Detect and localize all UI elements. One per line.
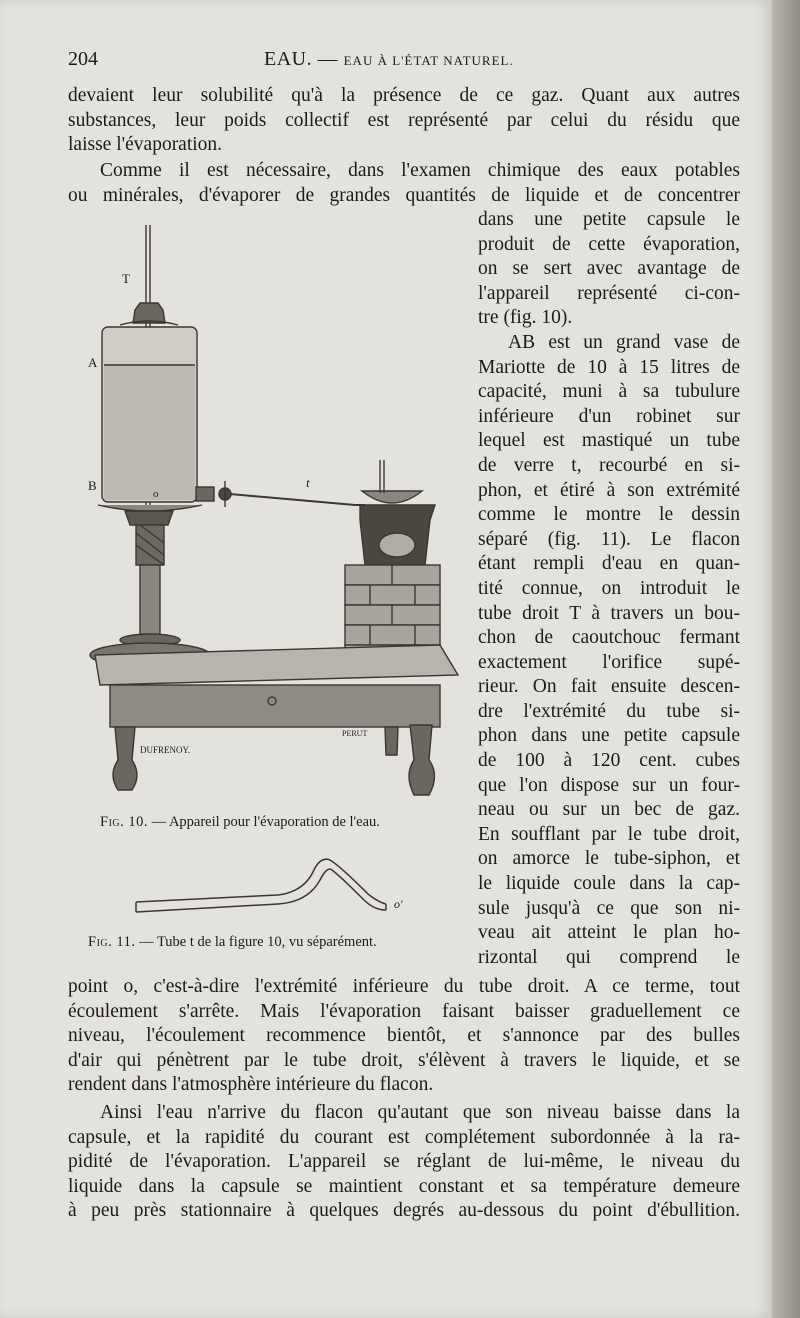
figure-11-caption — [88, 934, 377, 951]
figure-10-label: Fig. 10. — [100, 814, 148, 830]
header-dash: — — [317, 48, 339, 70]
label-A: A — [88, 355, 98, 370]
text-line: dre l'extrémité du tube si- — [478, 700, 740, 722]
text-line: écoulement s'arrête. Mais l'évaporation faisant baisser graduellement ce — [68, 1000, 740, 1022]
tube-outline — [136, 859, 386, 904]
figure-11-caption-text: — Tube t de la figure 10, vu séparément. — [139, 934, 377, 950]
paragraph-intro — [68, 84, 740, 158]
text-line: En soufflant par le tube droit, — [478, 823, 740, 845]
figure-11-tube — [128, 852, 428, 922]
text-line: d'air qui pénètrent par le tube droit, s'élèvent à travers le liquide, et se — [68, 1049, 740, 1071]
text-line: substances, leur poids collectif est représenté par celui du résidu que — [68, 109, 740, 131]
label-t: t — [306, 475, 310, 490]
flask-base — [98, 505, 202, 511]
table-leg — [409, 725, 435, 795]
figure-11-label: Fig. 11. — [88, 934, 136, 950]
text-line: Mariotte de 10 à 15 litres de — [478, 356, 740, 378]
text-line: on se sert avec avantage de — [478, 258, 740, 280]
text-line: phon dans une petite capsule — [478, 725, 740, 747]
text-line: liquide dans la capsule se maintient constant et sa température demeure — [68, 1175, 740, 1197]
artist-signature: PERUT — [342, 729, 368, 738]
header-subtitle: EAU À L'ÉTAT NATUREL. — [343, 53, 514, 68]
text-line: Comme il est nécessaire, dans l'examen chimique des eaux potables — [100, 160, 740, 181]
page-number: 204 — [68, 48, 98, 70]
text-line: que l'on dispose sur un four- — [478, 774, 740, 796]
text-line: on amorce le tube-siphon, et — [478, 848, 740, 870]
text-line: à peu près stationnaire à quelques degrés au-dessous du point d'ébullition. — [68, 1200, 740, 1222]
text-line: l'appareil représenté ci-con- — [478, 282, 740, 304]
text-line: rieur. On fait ensuite descen- — [478, 676, 740, 698]
text-line: rizontal qui comprend le — [478, 946, 740, 968]
right-column-text — [478, 208, 740, 970]
table-apron — [110, 685, 440, 727]
text-line: capsule, et la rapidité du courant est complétement subordonnée à la ra- — [68, 1126, 740, 1148]
text-line: neau ou sur un bec de gaz. — [478, 799, 740, 821]
text-line: de verre t, recourbé en si- — [478, 454, 740, 476]
engraver-signature: DUFRENOY. — [140, 745, 191, 755]
text-line: exactement l'orifice supé- — [478, 651, 740, 673]
text-line: niveau, l'écoulement recommence bientôt, et s'annonce par des bulles — [68, 1025, 740, 1047]
capsule — [362, 491, 422, 503]
text-line: pidité de l'évaporation. L'appareil se réglant de lui-même, le niveau du — [68, 1151, 740, 1173]
header-title: EAU. — [264, 48, 313, 70]
text-line: dans une petite capsule le — [478, 209, 740, 230]
text-line: séparé (fig. 11). Le flacon — [478, 528, 740, 550]
label-B: B — [88, 478, 97, 493]
figure-10-caption — [100, 814, 380, 831]
text-line: comme le montre le dessin — [478, 504, 740, 526]
paragraph-apparatus-start — [68, 159, 740, 208]
text-line: le liquide coule dans la cap- — [478, 873, 740, 895]
paragraph-conclusion — [68, 1101, 740, 1224]
text-line: tube droit T à travers un bou- — [478, 602, 740, 624]
paragraph-continuation — [68, 975, 740, 1098]
text-line: ou minérales, d'évaporer de grandes quantités de liquide et de concentrer — [68, 184, 740, 206]
text-line: Ainsi l'eau n'arrive du flacon qu'autant que son niveau baisse dans la — [100, 1102, 740, 1123]
label-o: o — [153, 488, 159, 500]
running-title — [264, 48, 514, 71]
text-line: tre (fig. 10). — [478, 307, 573, 329]
text-line: phon, et étiré à son extrémité — [478, 479, 740, 501]
stopper — [133, 303, 165, 323]
page-edge — [772, 0, 800, 1318]
text-line: produit de cette évaporation, — [478, 233, 740, 255]
label-T: T — [122, 271, 130, 286]
text-line: laisse l'évaporation. — [68, 134, 223, 156]
stopcock — [196, 487, 214, 501]
siphon-tube — [230, 494, 365, 505]
stand-column — [136, 525, 164, 565]
running-header — [68, 48, 740, 74]
text-line: veau ait atteint le plan ho- — [478, 922, 740, 944]
text-line: AB est un grand vase de — [508, 331, 740, 353]
text-line: lequel est mastiqué un tube — [478, 430, 740, 452]
label-o-prime: o' — [394, 897, 403, 911]
text-line: chon de caoutchouc fermant — [478, 627, 740, 649]
text-line: devaient leur solubilité qu'à la présence de ce gaz. Quant aux autres — [68, 85, 740, 106]
text-line: sule jusqu'à ce que son ni- — [478, 897, 740, 919]
text-line: rendent dans l'atmosphère intérieure du flacon. — [68, 1074, 434, 1096]
figure-10-apparatus — [80, 215, 470, 805]
text-line: capacité, muni à sa tubulure — [478, 381, 740, 403]
figure-10-caption-text: — Appareil pour l'évaporation de l'eau. — [151, 814, 380, 830]
text-line: étant rempli d'eau en quan- — [478, 553, 740, 575]
text-line: inférieure d'un robinet sur — [478, 405, 740, 427]
table-leg — [113, 727, 137, 790]
text-line: point o, c'est-à-dire l'extrémité inférieure du tube droit. A ce terme, tout — [68, 976, 740, 997]
text-line: tité connue, on introduit le — [478, 577, 740, 599]
text-line: de 100 à 120 cent. cubes — [478, 750, 740, 772]
